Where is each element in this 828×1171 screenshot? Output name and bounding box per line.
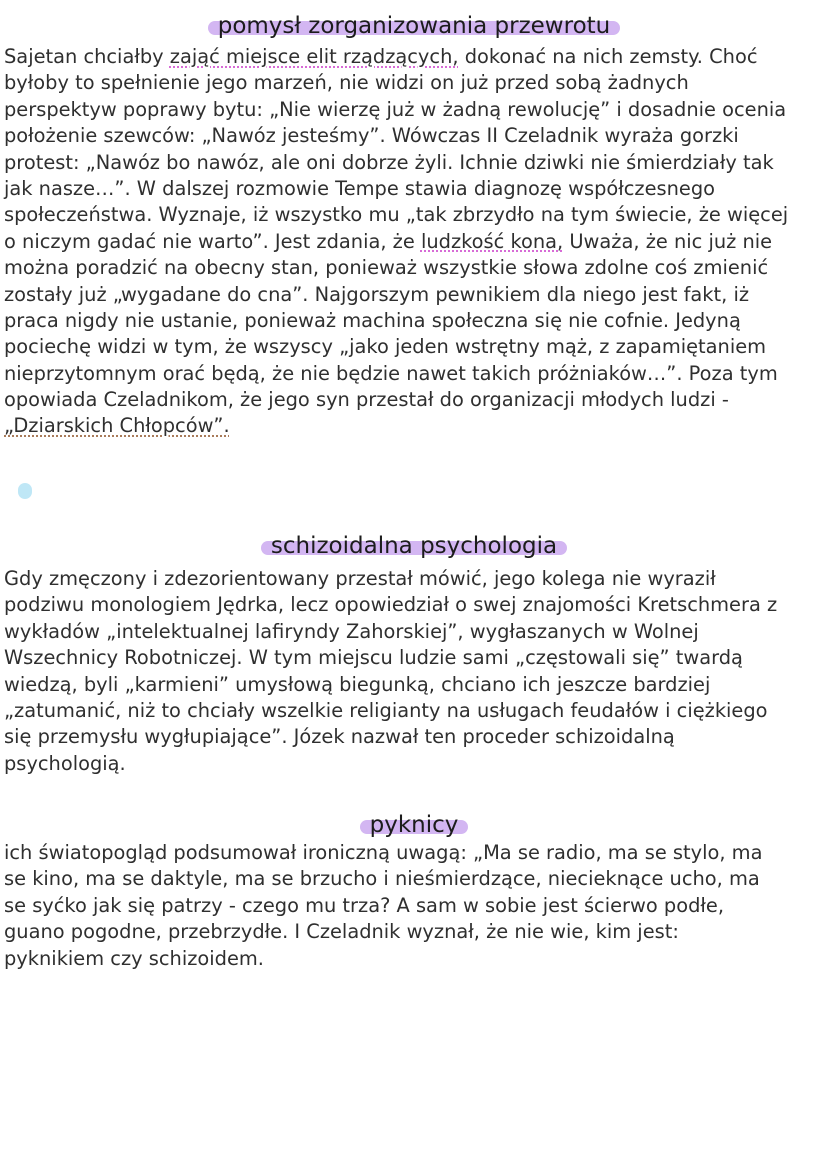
text-line: wiedzą, byli „karmieni” umysłową biegunką, chciano ich jeszcze bardziej (4, 672, 711, 696)
highlighted-phrase: ludzkość kona, (420, 229, 564, 253)
text-line: wykładów „intelektualnej lafiryndy Zahorskiej”, wygłaszanych w Wolnej (4, 619, 699, 643)
highlighted-phrase: „Dziarskich Chłopców”. (4, 414, 230, 438)
text-span: dokonać na nich zemsty. Choć (458, 45, 758, 68)
text-line: położenie szewców: „Nawóz jesteśmy”. Wówczas II Czeladnik wyraża gorzki (4, 124, 739, 148)
text-line: się przemysłu wygłupiające”. Józek nazwał ten proceder schizoidalną (4, 725, 675, 749)
heading-row-schizoidalna (0, 532, 828, 560)
section-heading-schizoidalna: schizoidalna psychologia (261, 532, 567, 560)
text-line (4, 229, 828, 255)
paragraph-przewrot (4, 44, 828, 440)
text-line (4, 44, 828, 70)
text-line: jak nasze…”. W dalszej rozmowie Tempe stawia diagnozę współczesnego (4, 176, 716, 200)
text-line: se syćko jak się patrzy - czego mu trza? A sam w sobie jest ścierwo podłe, (4, 893, 724, 917)
text-line: można poradzić na obecny stan, ponieważ wszystkie słowa zdolne coś zmienić (4, 256, 769, 280)
text-line: guano pogodne, przebrzydłe. I Czeladnik wyznał, że nie wie, kim jest: (4, 920, 679, 944)
text-line: opowiada Czeladnikom, że jego syn przestał do organizacji młodych ludzi - (4, 388, 729, 412)
highlighted-phrase: zająć miejsce elit rządzących, (169, 45, 459, 68)
heading-row-przewrot (0, 12, 828, 40)
text-span: o niczym gadać nie warto”. Jest zdania, że (4, 229, 421, 253)
text-line: społeczeństwa. Wyznaje, iż wszystko mu „tak zbrzydło na tym świecie, że więcej (4, 203, 789, 227)
text-line: se kino, ma se daktyle, ma se brzucho i nieśmierdzące, niecieknące ucho, ma (4, 867, 760, 891)
text-line: protest: „Nawóz bo nawóz, ale oni dobrze żyli. Ichnie dziwki nie śmierdziały tak (4, 150, 774, 174)
text-line: byłoby to spełnienie jego marzeń, nie widzi on już przed sobą żadnych (4, 71, 689, 95)
note-term (18, 475, 32, 501)
section-heading-przewrot: pomysł zorganizowania przewrotu (208, 12, 621, 40)
text-line: ich światopogląd podsumował ironiczną uwagą: „Ma se radio, ma se stylo, ma (4, 841, 763, 864)
text-line: Gdy zmęczony i zdezorientowany przestał mówić, jego kolega nie wyraził (4, 567, 716, 590)
text-line: psychologią. (4, 751, 126, 775)
text-line: Wszechnicy Robotniczej. W tym miejscu ludzie sami „częstowali się” twardą (4, 646, 743, 670)
text-line: pyknikiem czy schizoidem. (4, 946, 264, 970)
text-span: Sajetan chciałby (4, 45, 170, 68)
paragraph-schizoidalna (4, 566, 828, 777)
text-line (4, 413, 828, 439)
text-line: podziwu monologiem Jędrka, lecz opowiedział o swej znajomości Kretschmera z (4, 593, 778, 617)
paragraph-pyknicy (4, 840, 828, 972)
text-line: pociechę widzi w tym, że wszyscy „jako jeden wstrętny mąż, z zapamiętaniem (4, 335, 767, 359)
heading-row-pyknicy (0, 811, 828, 839)
text-line: „zatumanić, niż to chciały wszelkie religianty na usługach feudałów i ciężkiego (4, 698, 768, 722)
text-line: perspektyw poprawy bytu: „Nie wierzę już w żadną rewolucję” i dosadnie ocenia (4, 97, 787, 121)
text-line: nieprzytomnym orać będą, że nie będzie nawet takich próżniaków…”. Poza tym (4, 361, 778, 385)
text-line: praca nigdy nie ustanie, ponieważ machina społeczna się nie cofnie. Jedyną (4, 308, 741, 332)
section-heading-pyknicy: pyknicy (360, 811, 469, 839)
definition-note (18, 473, 32, 503)
text-span: Uważa, że nic już nie (563, 229, 773, 253)
text-line: zostały już „wygadane do cna”. Najgorszym pewnikiem dla niego jest fakt, iż (4, 282, 750, 306)
